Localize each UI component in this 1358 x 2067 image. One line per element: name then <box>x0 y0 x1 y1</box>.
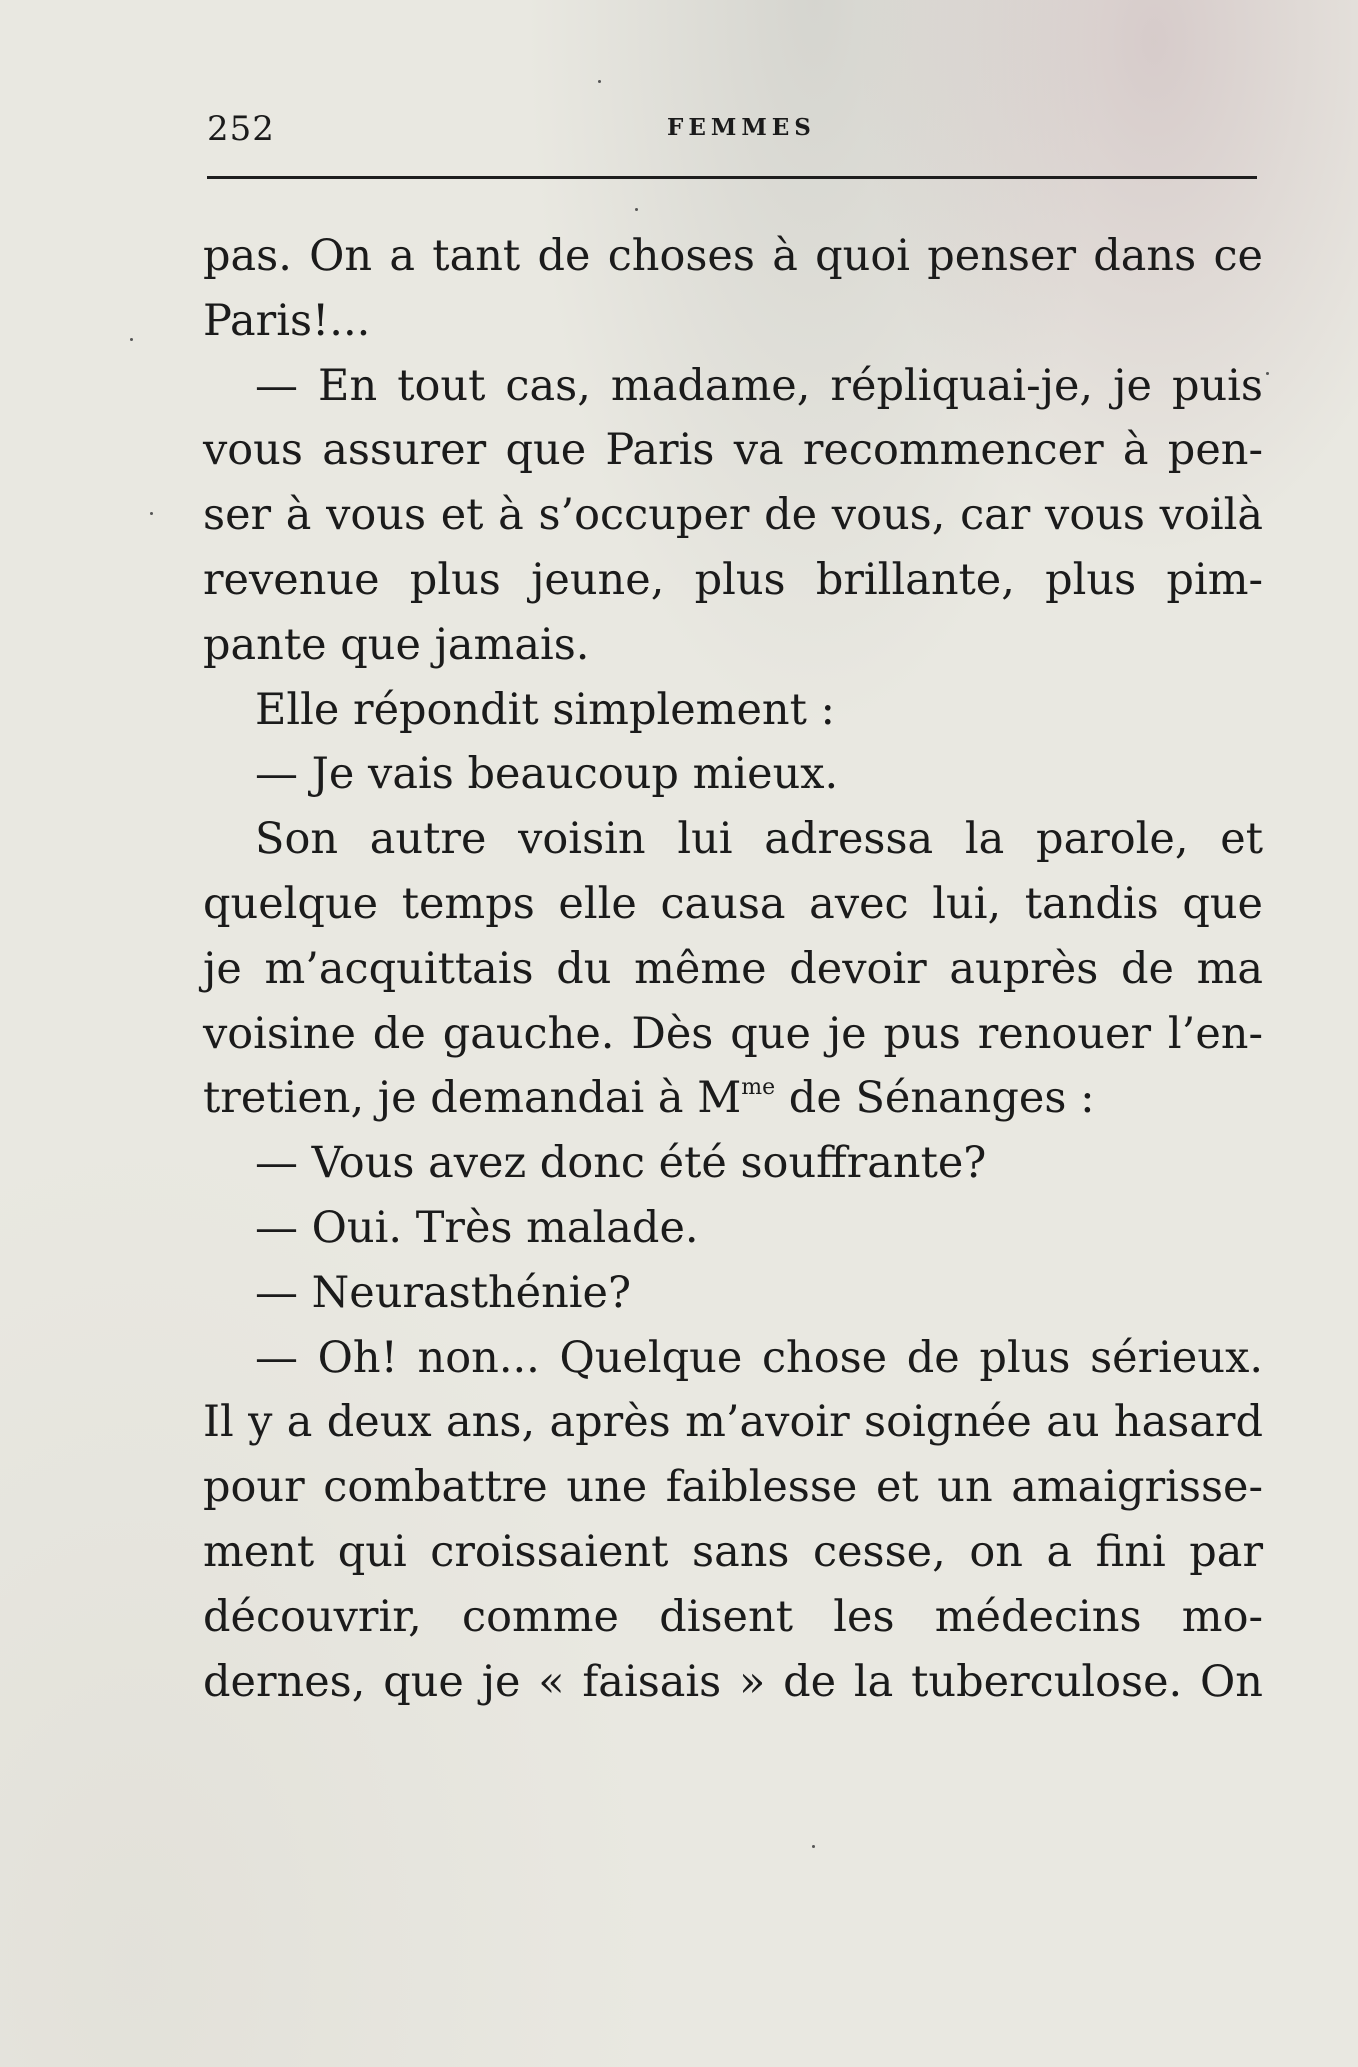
text-line: revenue plus jeune, plus brillante, plus pim- <box>203 554 1263 605</box>
paper-speck <box>130 338 133 341</box>
paper-speck <box>150 512 153 515</box>
text-line: découvrir, comme disent les médecins mo- <box>203 1591 1263 1642</box>
text-line: vous assurer que Paris va recommencer à pen- <box>203 425 1263 476</box>
superscript-abbreviation: me <box>741 1075 776 1101</box>
page-number: 252 <box>207 109 275 149</box>
text-line: dernes, que je « faisais » de la tuberculose. On <box>203 1656 1263 1707</box>
text-line: pour combattre une faiblesse et un amaigrisse- <box>203 1462 1263 1513</box>
page-header <box>207 104 1257 154</box>
text-line: — Neurasthénie? <box>255 1267 632 1318</box>
paper-speck <box>598 80 601 83</box>
text-line: Il y a deux ans, après m’avoir soignée au hasard <box>203 1397 1263 1448</box>
text-fragment: tretien, je demandai à M <box>203 1073 742 1124</box>
text-line: pas. On a tant de choses à quoi penser dans ce <box>203 231 1263 281</box>
header-rule <box>207 176 1257 179</box>
running-title: FEMMES <box>667 114 816 141</box>
paper-speck <box>635 208 638 211</box>
text-line: — Vous avez donc été souffrante? <box>255 1138 987 1189</box>
paper-speck <box>1266 372 1269 375</box>
text-line: — Je vais beaucoup mieux. <box>255 749 839 800</box>
text-line <box>203 1066 1263 1131</box>
paper-speck <box>812 1845 815 1848</box>
text-line: ser à vous et à s’occuper de vous, car vous voilà <box>203 490 1263 541</box>
text-line: ment qui croissaient sans cesse, on a fini par <box>203 1526 1263 1577</box>
text-fragment: de Sénanges : <box>775 1073 1095 1124</box>
text-line: je m’acquittais du même devoir auprès de ma <box>203 943 1263 994</box>
text-line: Paris!... <box>203 295 371 346</box>
text-line: voisine de gauche. Dès que je pus renouer l’en- <box>203 1008 1263 1059</box>
text-line: pante que jamais. <box>203 619 590 670</box>
text-line: quelque temps elle causa avec lui, tandis que <box>203 878 1263 929</box>
body-text <box>203 224 1263 1714</box>
text-line: Son autre voisin lui adressa la parole, et <box>255 814 1263 865</box>
text-line: — Oui. Très malade. <box>255 1202 699 1253</box>
text-line: — En tout cas, madame, répliquai-je, je puis <box>255 360 1263 411</box>
text-line: Elle répondit simplement : <box>255 684 836 735</box>
text-line: — Oh! non... Quelque chose de plus sérieux. <box>255 1332 1263 1383</box>
